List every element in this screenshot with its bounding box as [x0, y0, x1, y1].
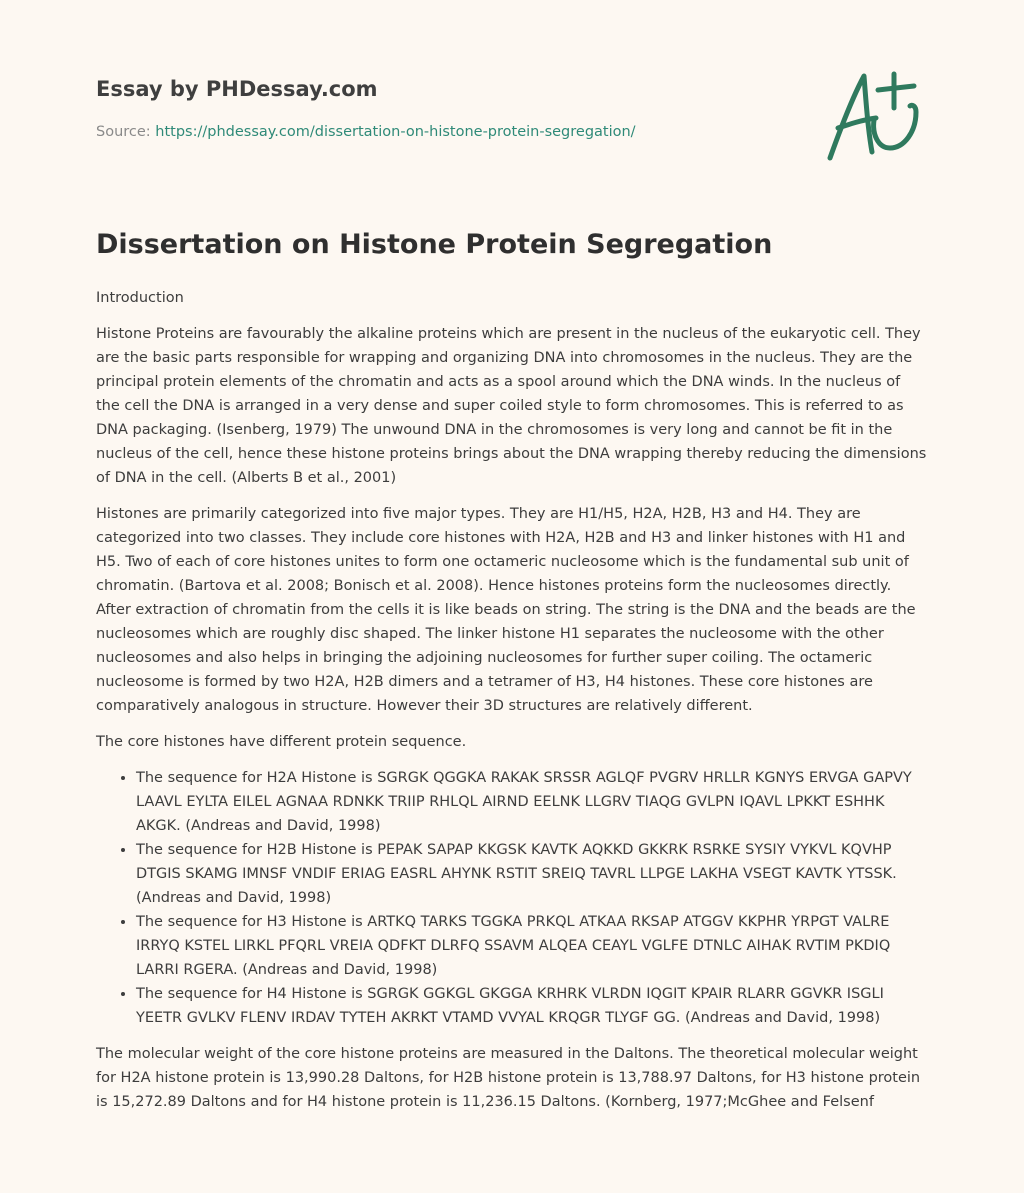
list-item: • The sequence for H2A Histone is SGRGK QGGKA RAKAK SRSSR AGLQF PVGRV HRLLR KGNYS ERVGA GAPVY LAAVL EYLTA EILEL AGNAA RDNKK TRIIP RHLQL AIRND EELNK LLGRV TIAQG GVLPN IQAVL LPKKT ESHHK AKGK. (Andreas and David, 1998)	[136, 766, 928, 838]
page-header	[96, 0, 928, 200]
site-title: Essay by PHDessay.com	[96, 77, 378, 101]
a-plus-logo-icon	[824, 68, 926, 164]
source-label: Source:	[96, 124, 156, 140]
document-title: Dissertation on Histone Protein Segregation	[96, 229, 773, 260]
list-item: • The sequence for H2B Histone is PEPAK SAPAP KKGSK KAVTK AQKKD GKKRK RSRKE SYSIY VYKVL KQVHP DTGIS SKAMG IMNSF VNDIF ERIAG EASRL AHYNK RSTIT SREIQ TAVRL LLPGE LAKHA VSEGT KAVTK YTSSK. (Andreas and David, 1998)	[136, 838, 928, 910]
paragraph: Histones are primarily categorized into five major types. They are H1/H5, H2A, H2B, H3 and H4. They are categorized into two classes. They include core histones with H2A, H2B and H3 and linker histones with H1 and H5. Two of each of core histones unites to form one octameric nucleosome which is the fundamental sub unit of chromatin. (Bartova et al. 2008; Bonisch et al. 2008). Hence histones proteins form the nucleosomes directly. After extraction of chromatin from the cells it is like beads on string. The string is the DNA and the beads are the nucleosomes which are roughly disc shaped. The linker histone H1 separates the nucleosome with the other nucleosomes and also helps in bringing the adjoining nucleosomes for further super coiling. The octameric nucleosome is formed by two H2A, H2B dimers and a tetramer of H3, H4 histones. These core histones are comparatively analogous in structure. However their 3D structures are relatively different.	[96, 506, 916, 714]
source-line	[96, 124, 636, 140]
source-link[interactable]: https://phdessay.com/dissertation-on-histone-protein-segregation/	[155, 124, 636, 140]
paragraph: Histone Proteins are favourably the alkaline proteins which are present in the nucleus of the eukaryotic cell. They are the basic parts responsible for wrapping and organizing DNA into chromosomes in the nucleus. They are the principal protein elements of the chromatin and acts as a spool around which the DNA winds. In the nucleus of the cell the DNA is arranged in a very dense and super coiled style to form chromosomes. This is referred to as DNA packaging. (Isenberg, 1979) The unwound DNA in the chromosomes is very long and cannot be fit in the nucleus of the cell, hence these histone proteins brings about the DNA wrapping thereby reducing the dimensions of DNA in the cell. (Alberts B et al., 2001)	[96, 326, 927, 486]
paragraph: The molecular weight of the core histone proteins are measured in the Daltons. The theoretical molecular weight for H2A histone protein is 13,990.28 Daltons, for H2B histone protein is 13,788.97 Daltons, for H3 histone protein is 15,272.89 Daltons and for H4 histone protein is 11,236.15 Daltons. (Kornberg, 1977;McGhee and Felsenf	[96, 1046, 921, 1110]
section-heading-introduction: Introduction	[96, 290, 184, 306]
list-item: • The sequence for H4 Histone is SGRGK GGKGL GKGGA KRHRK VLRDN IQGIT KPAIR RLARR GGVKR ISGLI YEETR GVLKV FLENV IRDAV TYTEH AKRKT VTAMD VVYAL KRQGR TLYGF GG. (Andreas and David, 1998)	[136, 982, 928, 1030]
sequence-list	[96, 766, 928, 1030]
list-item: • The sequence for H3 Histone is ARTKQ TARKS TGGKA PRKQL ATKAA RKSAP ATGGV KKPHR YRPGT VALRE IRRYQ KSTEL LIRKL PFQRL VREIA QDFKT DLRFQ SSAVM ALQEA CEAYL VGLFE DTNLC AIHAK RVTIM PKDIQ LARRI RGERA. (Andreas and David, 1998)	[136, 910, 928, 982]
paragraph: The core histones have different protein sequence.	[96, 734, 467, 750]
